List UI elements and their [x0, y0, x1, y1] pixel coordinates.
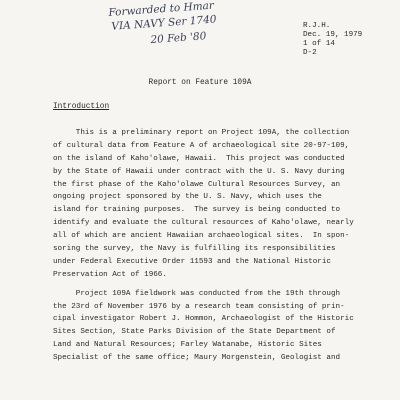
- body-line: Sites Section, State Parks Division of the State Department of: [53, 328, 336, 337]
- body-line: This is a preliminary report on Project 109A, the collection: [53, 129, 350, 137]
- handwritten-annotation: [108, 0, 271, 50]
- handwritten-line: Forwarded to Hmar: [108, 0, 215, 19]
- body-line: island for training purposes. The survey is being conducted to: [53, 206, 341, 215]
- body-text: [53, 127, 354, 365]
- body-line: soring the survey, the Navy is fulfilling its responsibilities: [53, 245, 336, 254]
- body-line: Specialist of the same office; Maury Morgenstein, Geologist and: [53, 354, 341, 363]
- section-heading: Introduction: [53, 103, 110, 111]
- body-line: on the island of Kaho'olawe, Hawaii. This project was conducted: [53, 154, 345, 163]
- body-line: all of which are ancient Hawaiian archaeological sites. In spon-: [53, 232, 350, 241]
- reference-page-count: 1 of 14: [303, 40, 335, 48]
- body-line: ongoing project sponsored by the U. S. Navy, which uses the: [53, 193, 322, 202]
- reference-initials: R.J.H.: [303, 22, 331, 30]
- handwritten-line: VIA NAVY Ser 1740: [111, 13, 217, 33]
- body-line: Preservation Act of 1966.: [53, 270, 167, 279]
- body-line: the 23rd of November 1976 by a research team consisting of prin-: [53, 302, 345, 311]
- handwritten-line: 20 Feb '80: [150, 30, 207, 47]
- reference-code: D-2: [303, 49, 317, 57]
- body-line: of cultural data from Feature A of archaeological site 20-97-109,: [53, 141, 350, 150]
- reference-date: Dec. 19, 1979: [303, 31, 363, 39]
- body-line: under Federal Executive Order 11593 and the National Historic: [53, 257, 331, 266]
- reference-block: [303, 22, 362, 58]
- body-line: cipal investigator Robert J. Hommon, Archaeologist of the Historic: [53, 315, 354, 324]
- body-line: the first phase of the Kaho'olawe Cultural Resources Survey, an: [53, 180, 341, 189]
- body-line: by the State of Hawaii under contract with the U. S. Navy during: [53, 167, 345, 176]
- body-line: Land and Natural Resources; Farley Watanabe, Historic Sites: [53, 341, 322, 350]
- document-title: Report on Feature 109A: [148, 79, 252, 87]
- body-line: Project 109A fieldwork was conducted from the 19th through: [53, 289, 341, 298]
- body-line: identify and evaluate the cultural resources of Kaho'olawe, nearly: [53, 219, 354, 228]
